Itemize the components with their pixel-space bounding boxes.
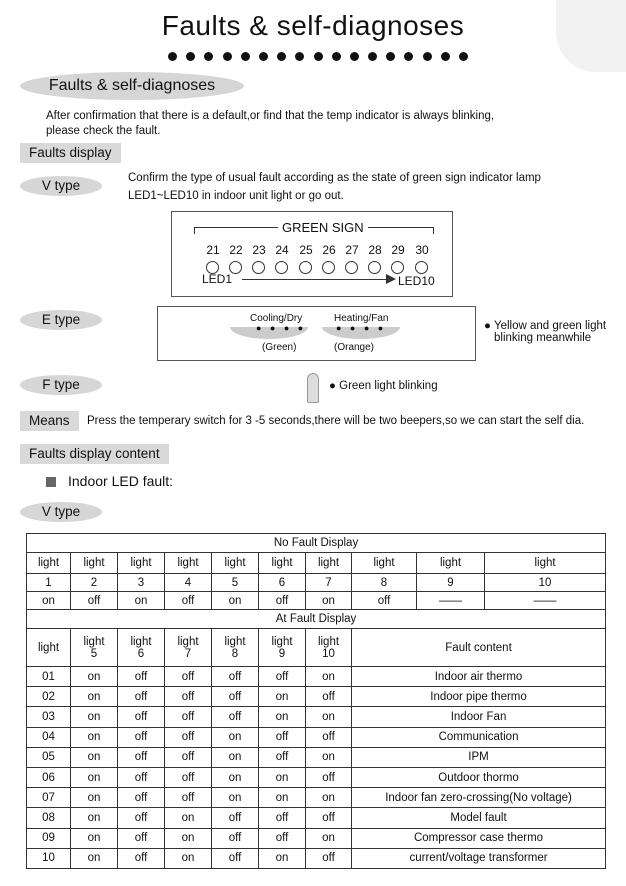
light-state: on xyxy=(71,767,118,787)
no-fault-number-row xyxy=(27,574,606,592)
light-header: light xyxy=(259,553,306,574)
cooling-dry-label: Cooling/Dry xyxy=(250,313,303,324)
v-type-pill: V type xyxy=(20,176,102,196)
light-state: on xyxy=(165,828,212,848)
light-state: off xyxy=(212,848,259,868)
led-number: 21 xyxy=(206,243,220,257)
light-state: on xyxy=(71,808,118,828)
light-number: 7 xyxy=(184,647,192,660)
light-state: off xyxy=(306,808,352,828)
light-number: 10 xyxy=(322,647,335,660)
light-number: 4 xyxy=(165,574,212,592)
f-type-note-text: Green light blinking xyxy=(339,380,438,392)
light-state: on xyxy=(306,788,352,808)
led-number: 28 xyxy=(368,243,382,257)
f-type-pill: F type xyxy=(20,375,102,395)
fault-code: 05 xyxy=(27,747,71,767)
light-header: light xyxy=(485,553,606,574)
light-state: off xyxy=(165,727,212,747)
light-state: off xyxy=(259,828,306,848)
green-dots-icon: ● ● ● ● xyxy=(256,323,307,333)
table-row xyxy=(27,848,606,868)
fault-code: 06 xyxy=(27,767,71,787)
fault-table xyxy=(26,533,606,869)
light-state: on xyxy=(259,848,306,868)
fault-content: Indoor pipe thermo xyxy=(352,687,606,707)
light-state: off xyxy=(118,848,165,868)
intro-text xyxy=(46,109,494,139)
v-type-desc-line-1: Confirm the type of usual fault according as the state of green sign indicator lamp xyxy=(128,172,541,184)
light-state: on xyxy=(71,788,118,808)
e-type-note-line-2: blinking meanwhile xyxy=(494,332,592,344)
light-state: on xyxy=(306,707,352,727)
fault-code: 09 xyxy=(27,828,71,848)
light-state: off xyxy=(259,808,306,828)
f-type-note xyxy=(329,380,438,392)
bullet-dot-icon: ● xyxy=(329,380,336,392)
light-number: 9 xyxy=(417,574,485,592)
led-number: 29 xyxy=(391,243,405,257)
light-state: off xyxy=(118,667,165,687)
indoor-led-heading: Indoor LED fault: xyxy=(68,473,174,489)
e-type-pill: E type xyxy=(20,310,102,330)
light-state: on xyxy=(212,747,259,767)
led-arrow-line xyxy=(242,279,392,280)
light-state: on xyxy=(259,788,306,808)
v-type-pill-2: V type xyxy=(20,502,102,522)
table-row xyxy=(27,808,606,828)
fault-content: Model fault xyxy=(352,808,606,828)
light-state: on xyxy=(212,788,259,808)
page-title: Faults & self-diagnoses xyxy=(161,10,465,41)
light-state: off xyxy=(259,592,306,610)
light-state: off xyxy=(165,747,212,767)
fault-content-header: Fault content xyxy=(352,629,606,667)
table-row xyxy=(27,667,606,687)
at-fault-header-row xyxy=(27,629,606,667)
led-lamp-icon xyxy=(415,261,428,274)
light-state: off xyxy=(118,707,165,727)
light-state: off xyxy=(212,687,259,707)
led-number: 27 xyxy=(345,243,359,257)
light-header: light xyxy=(317,635,340,648)
led-lamp-icon xyxy=(391,261,404,274)
light-state: on xyxy=(71,828,118,848)
light-state: off xyxy=(306,687,352,707)
led-number: 23 xyxy=(252,243,266,257)
light-header: light xyxy=(352,553,417,574)
light-state: off xyxy=(118,788,165,808)
v-type-desc-line-2: LED1~LED10 in indoor unit light or go out. xyxy=(128,190,344,202)
light-state: on xyxy=(306,667,352,687)
light-state: on xyxy=(71,667,118,687)
at-fault-title: At Fault Display xyxy=(27,610,606,629)
table-row xyxy=(27,747,606,767)
light-state: off xyxy=(165,687,212,707)
e-type-note xyxy=(484,320,606,344)
light-state: off xyxy=(118,687,165,707)
light-state: off xyxy=(259,667,306,687)
fault-code: 04 xyxy=(27,727,71,747)
light-state: on xyxy=(71,707,118,727)
light-header-cell xyxy=(71,629,118,667)
light-state: off xyxy=(306,848,352,868)
light-state: off xyxy=(212,808,259,828)
light-state: off xyxy=(212,667,259,687)
light-state: on xyxy=(306,747,352,767)
light-header: light xyxy=(71,553,118,574)
light-state: off xyxy=(212,707,259,727)
led-start-label: LED1 xyxy=(202,272,233,286)
light-number: 9 xyxy=(278,647,286,660)
light-state: on xyxy=(212,727,259,747)
light-state: on xyxy=(212,592,259,610)
green-sign-panel xyxy=(171,211,453,297)
led-lamp-icon xyxy=(275,261,288,274)
led-number: 22 xyxy=(229,243,243,257)
means-text: Press the temperary switch for 3 -5 seconds,there will be two beepers,so we can start the self dia. xyxy=(87,415,585,427)
light-header: light xyxy=(177,635,199,648)
light-header: light xyxy=(27,629,71,667)
light-number: 5 xyxy=(212,574,259,592)
light-number: 8 xyxy=(352,574,417,592)
light-state: off xyxy=(306,727,352,747)
light-state: off xyxy=(118,828,165,848)
light-state: off xyxy=(165,767,212,787)
fault-content: current/voltage transformer xyxy=(352,848,606,868)
light-state: off xyxy=(212,828,259,848)
light-state: off xyxy=(118,808,165,828)
light-state: on xyxy=(165,808,212,828)
light-state: —— xyxy=(485,592,606,610)
table-row xyxy=(27,767,606,787)
light-state: on xyxy=(259,707,306,727)
green-label: (Green) xyxy=(262,342,297,353)
orange-label: (Orange) xyxy=(334,342,375,353)
led-number: 26 xyxy=(322,243,336,257)
table-row xyxy=(27,687,606,707)
light-state: on xyxy=(71,848,118,868)
light-state: —— xyxy=(417,592,485,610)
no-fault-light-row xyxy=(27,553,606,574)
light-state: off xyxy=(165,592,212,610)
fault-content: Indoor fan zero-crossing(No voltage) xyxy=(352,788,606,808)
light-header: light xyxy=(224,635,246,648)
led-end-label: LED10 xyxy=(398,274,435,288)
intro-line-2: please check the fault. xyxy=(46,125,161,137)
bullet-dot-icon: ● xyxy=(484,320,491,332)
light-state: on xyxy=(71,727,118,747)
light-header-cell xyxy=(212,629,259,667)
light-number: 6 xyxy=(259,574,306,592)
light-header: light xyxy=(212,553,259,574)
fault-content: Indoor air thermo xyxy=(352,667,606,687)
section-heading-pill: Faults & self-diagnoses xyxy=(20,72,244,100)
light-number: 7 xyxy=(306,574,352,592)
square-bullet-icon xyxy=(46,477,56,487)
green-sign-label: GREEN SIGN xyxy=(278,220,368,235)
fault-code: 01 xyxy=(27,667,71,687)
fault-rows xyxy=(27,667,606,869)
light-header-cell xyxy=(306,629,352,667)
light-state: off xyxy=(165,667,212,687)
light-header: light xyxy=(417,553,485,574)
no-fault-title: No Fault Display xyxy=(27,534,606,553)
led-lamp-icon xyxy=(322,261,335,274)
light-state: on xyxy=(259,687,306,707)
led-number: 30 xyxy=(415,243,429,257)
light-state: on xyxy=(71,687,118,707)
no-fault-state-row xyxy=(27,592,606,610)
light-number: 10 xyxy=(485,574,606,592)
fault-code: 03 xyxy=(27,707,71,727)
led-lamp-icon xyxy=(345,261,358,274)
light-state: on xyxy=(212,767,259,787)
light-number: 2 xyxy=(71,574,118,592)
light-state: off xyxy=(352,592,417,610)
light-number: 8 xyxy=(231,647,239,660)
light-header-cell xyxy=(165,629,212,667)
led-lamp-icon xyxy=(368,261,381,274)
light-state: off xyxy=(259,747,306,767)
led-bulb-icon xyxy=(307,373,319,403)
e-type-note-line-1: Yellow and green light xyxy=(493,320,607,332)
arrow-right-icon xyxy=(386,274,396,284)
led-row xyxy=(202,243,442,275)
led-number: 25 xyxy=(299,243,313,257)
table-row xyxy=(27,828,606,848)
fault-code: 02 xyxy=(27,687,71,707)
orange-dots-icon: ● ● ● ● xyxy=(336,323,387,333)
fault-content: Indoor Fan xyxy=(352,707,606,727)
e-type-panel xyxy=(157,306,476,361)
light-state: off xyxy=(259,727,306,747)
heating-fan-label: Heating/Fan xyxy=(334,313,389,324)
fault-content: Outdoor thormo xyxy=(352,767,606,787)
light-number: 3 xyxy=(118,574,165,592)
light-state: off xyxy=(118,727,165,747)
faults-display-label: Faults display xyxy=(20,143,121,163)
table-row xyxy=(27,727,606,747)
light-header: light xyxy=(83,635,105,648)
light-header: light xyxy=(165,553,212,574)
intro-line-1: After confirmation that there is a default,or find that the temp indicator is always blinking, xyxy=(46,110,495,122)
title-dot-divider xyxy=(168,52,468,61)
light-state: off xyxy=(118,767,165,787)
fault-code: 08 xyxy=(27,808,71,828)
light-state: on xyxy=(27,592,71,610)
light-state: on xyxy=(71,747,118,767)
light-header: light xyxy=(118,553,165,574)
light-header-cell xyxy=(259,629,306,667)
light-state: off xyxy=(165,707,212,727)
led-number: 24 xyxy=(275,243,289,257)
fault-code: 10 xyxy=(27,848,71,868)
faults-display-content-label: Faults display content xyxy=(20,444,169,464)
light-number: 5 xyxy=(90,647,98,660)
led-lamp-icon xyxy=(252,261,265,274)
means-label: Means xyxy=(20,411,79,431)
v-type-description xyxy=(128,171,541,204)
light-header: light xyxy=(130,635,152,648)
light-state: off xyxy=(118,747,165,767)
light-state: off xyxy=(71,592,118,610)
light-header: light xyxy=(306,553,352,574)
fault-content: Compressor case thermo xyxy=(352,828,606,848)
led-lamp-icon xyxy=(299,261,312,274)
light-number: 6 xyxy=(137,647,145,660)
fault-code: 07 xyxy=(27,788,71,808)
light-state: on xyxy=(306,592,352,610)
light-state: on xyxy=(118,592,165,610)
light-state: off xyxy=(306,767,352,787)
light-header: light xyxy=(27,553,71,574)
light-state: on xyxy=(259,767,306,787)
table-row xyxy=(27,788,606,808)
light-number: 1 xyxy=(27,574,71,592)
fault-content: Communication xyxy=(352,727,606,747)
table-row xyxy=(27,707,606,727)
light-state: off xyxy=(165,788,212,808)
light-state: on xyxy=(165,848,212,868)
light-header: light xyxy=(271,635,293,648)
light-header-cell xyxy=(118,629,165,667)
fault-content: IPM xyxy=(352,747,606,767)
light-state: on xyxy=(306,828,352,848)
